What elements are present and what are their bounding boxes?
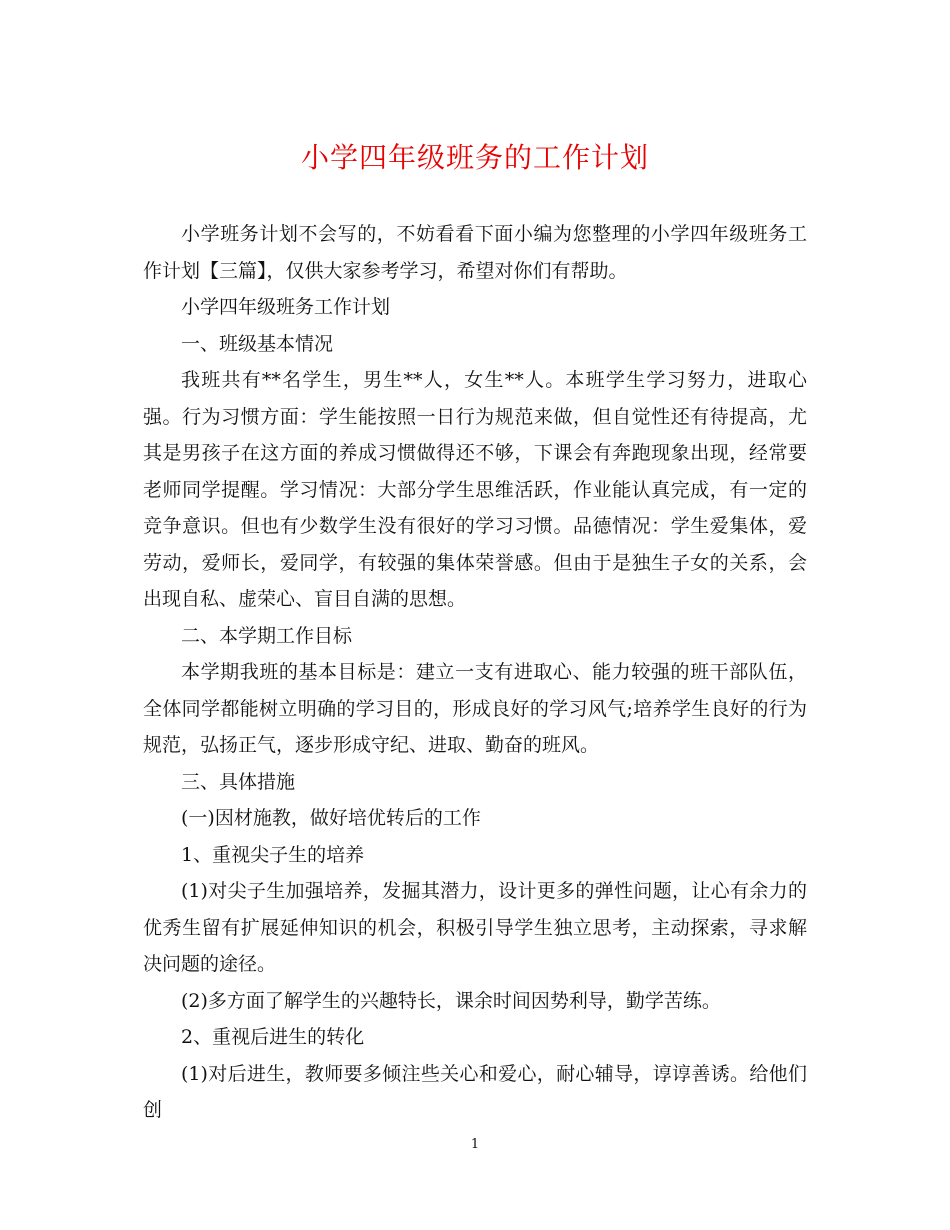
page-number: 1 [470, 1137, 480, 1152]
heading-plan: 小学四年级班务工作计划 [181, 296, 391, 318]
document-body [143, 216, 807, 1129]
document-title: 小学四年级班务的工作计划 [300, 141, 649, 174]
paragraph-top-students-2: (2)多方面了解学生的兴趣特长，课余时间因势利导，勤学苦练。 [181, 989, 721, 1012]
paragraph-intro: 小学班务计划不会写的，不妨看看下面小编为您整理的小学四年级班务工作计划【三篇】，仅供大家参考学习，希望对你们有帮助。 [143, 223, 807, 282]
heading-class-situation: 一、班级基本情况 [181, 332, 334, 355]
heading-measures: 三、具体措施 [181, 770, 296, 793]
paragraph-top-students-1: (1)对尖子生加强培养，发掘其潜力，设计更多的弹性问题，让心有余力的优秀生留有扩展延伸知识的机会，积极引导学生独立思考，主动探索，寻求解决问题的途径。 [143, 880, 807, 975]
subheading-struggling-students: 2、重视后进生的转化 [181, 1026, 365, 1048]
paragraph-class-situation: 我班共有**名学生，男生**人，女生**人。本班学生学习努力，进取心强。行为习惯方面：学生能按照一日行为规范来做，但自觉性还有待提高，尤其是男孩子在这方面的养成习惯做得还不够，下课会有奔跑现象出现，经常要老师同学提醒。学习情况：大部分学生思维活跃，作业能认真完成，有一定的竞争意识。但也有少数学生没有很好的学习习惯。品德情况：学生爱集体，爱劳动，爱师长，爱同学，有较强的集体荣誉感。但由于是独生子女的关系，会出现自私、虚荣心、盲目自满的思想。 [143, 369, 807, 610]
paragraph-goals: 本学期我班的基本目标是：建立一支有进取心、能力较强的班干部队伍，全体同学都能树立明确的学习目的，形成良好的学习风气;培养学生良好的行为规范，弘扬正气，逐步形成守纪、进取、勤奋的班风。 [143, 661, 807, 756]
paragraph-struggling-students-1: (1)对后进生，教师要多倾注些关心和爱心，耐心辅导，谆谆善诱。给他们创 [143, 1062, 807, 1121]
subheading-teaching: (一)因材施教，做好培优转后的工作 [181, 807, 481, 829]
heading-goals: 二、本学期工作目标 [181, 624, 353, 647]
subheading-top-students: 1、重视尖子生的培养 [181, 843, 365, 866]
